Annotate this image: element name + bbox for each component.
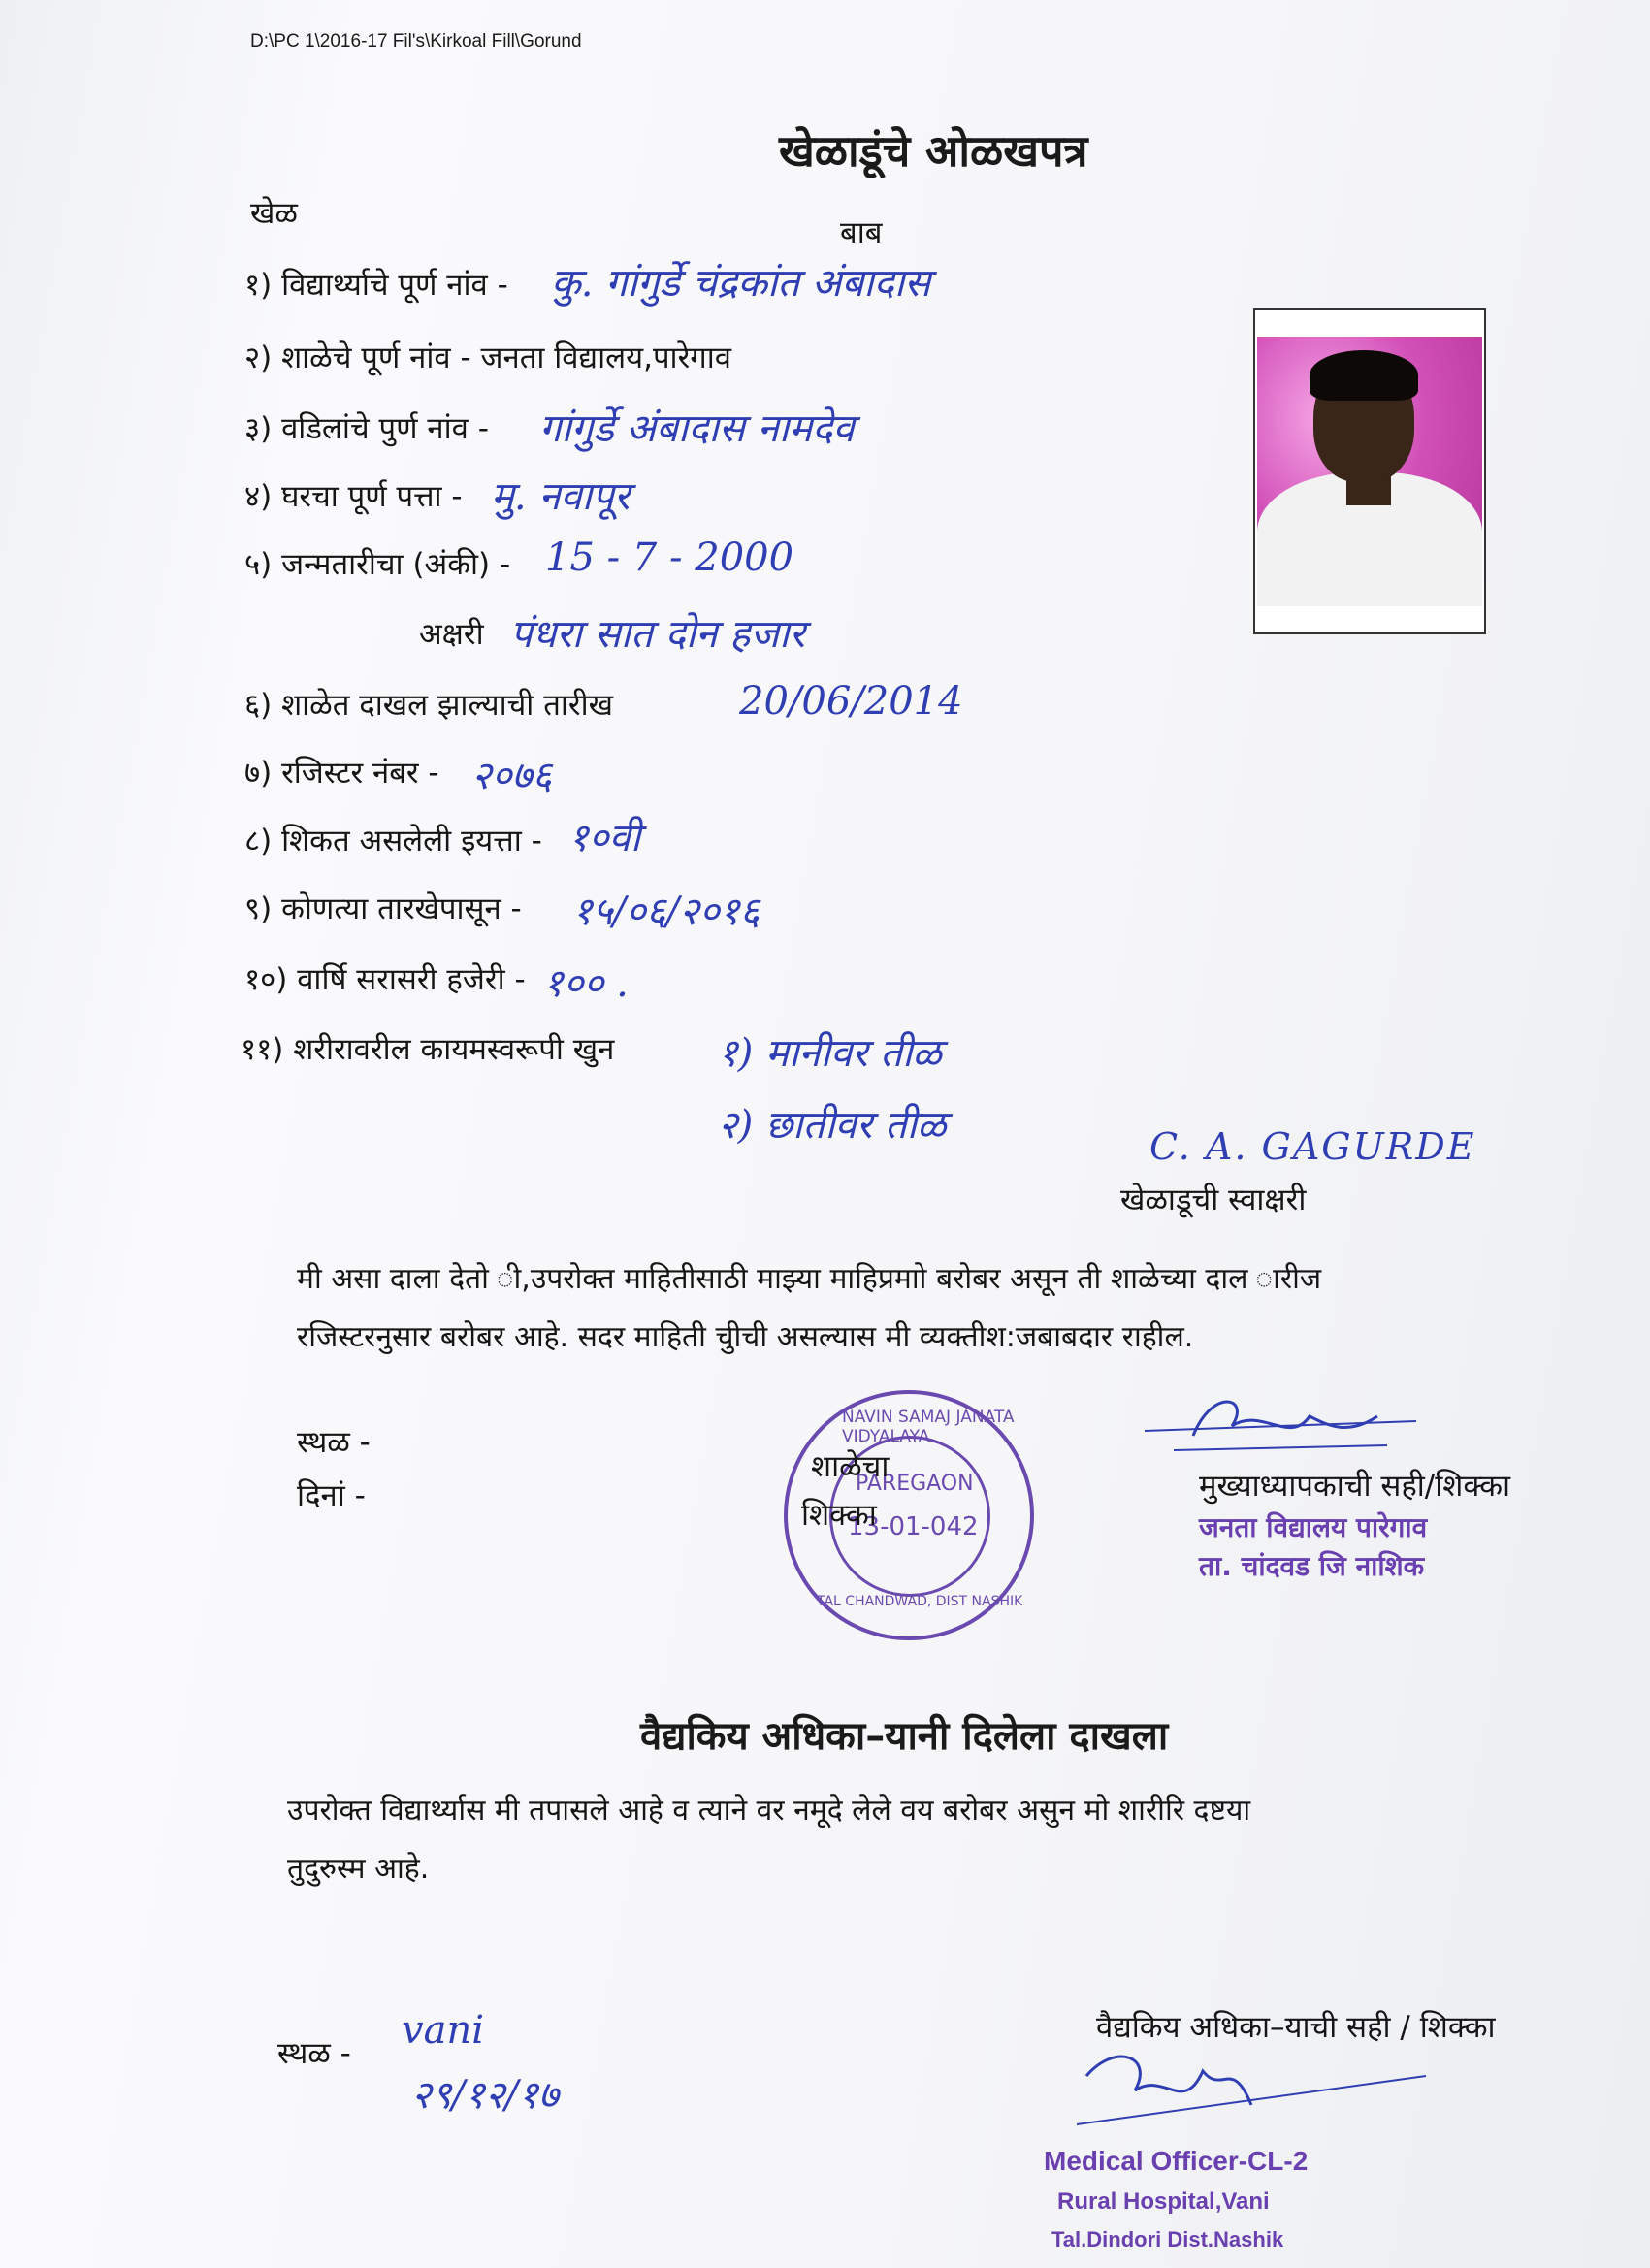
field-value-birth-date-words: पंधरा सात दोन हजार bbox=[510, 612, 805, 657]
medical-officer-signature bbox=[1028, 2037, 1436, 2144]
field-label-birth-date-words: अक्षरी bbox=[419, 617, 484, 652]
declaration-line-2: रजिस्टरनुसार बरोबर आहे. सदर माहिती चुीची असल्यास मी व्यक्तीश:जबाबदार राहील. bbox=[297, 1320, 1194, 1354]
item-label: बाब bbox=[840, 215, 883, 250]
place-label: स्थळ - bbox=[297, 1425, 371, 1460]
field-value-admission-date: 20/06/2014 bbox=[739, 679, 963, 724]
field-label-from-date: ९) कोणत्या तारखेपासून - bbox=[244, 891, 522, 926]
medical-text-line-1: उपरोक्त विद्यार्थ्यास मी तपासले आहे व त्याने वर नमूदे लेले वय बरोबर असुन मो शारीरि दष्टया bbox=[287, 1794, 1251, 1828]
field-label-register-number: ७) रजिस्टर नंबर - bbox=[244, 756, 439, 791]
field-label-address: ४) घरचा पूर्ण पत्ता - bbox=[244, 479, 463, 514]
field-label-standard: ८) शिकत असलेली इयत्ता - bbox=[244, 824, 542, 859]
field-value-father-name: गांगुर्डे अंबादास नामदेव bbox=[539, 406, 855, 451]
stamp-code: 13-01-042 bbox=[848, 1512, 979, 1541]
school-seal-label-1: शाळेचा bbox=[811, 1449, 890, 1484]
field-label-father-name: ३) वडिलांचे पुर्ण नांव - bbox=[244, 411, 489, 446]
field-label-student-name: १) विद्यार्थ्याचे पूर्ण नांव - bbox=[244, 268, 508, 303]
headmaster-label: मुख्याध्यापकाची सही/शिक्का bbox=[1199, 1469, 1511, 1504]
field-value-address: मु. नवापूर bbox=[491, 474, 631, 519]
file-path-header: D:\PC 1\2016-17 Fil's\Kirkoal Fill\Gorund bbox=[250, 31, 582, 51]
field-value-attendance: १०० . bbox=[543, 961, 629, 1006]
field-value-identification-mark-2: २) छातीवर तीळ bbox=[718, 1103, 947, 1148]
student-photo bbox=[1257, 337, 1482, 606]
medical-stamp-line-3: Tal.Dindori Dist.Nashik bbox=[1051, 2227, 1284, 2252]
field-value-register-number: २०७६ bbox=[471, 754, 553, 798]
declaration-line-1: मी असा दाला देतो ी,उपरोक्त माहितीसाठी माझ्या माहिप्रमाो बरोबर असून ती शाळेच्या दाल ारीज bbox=[297, 1262, 1322, 1296]
field-value-birth-date: 15 - 7 - 2000 bbox=[545, 535, 794, 580]
field-label-admission-date: ६) शाळेत दाखल झाल्याची तारीख bbox=[244, 688, 613, 723]
medical-place-value: vani bbox=[402, 2008, 484, 2053]
school-seal-label-2: शिक्का bbox=[801, 1498, 877, 1533]
page-title: खेळाडूंचे ओळखपत्र bbox=[779, 125, 1088, 177]
field-label-birth-date: ५) जन्मतारीचा (अंकी) - bbox=[244, 547, 511, 582]
player-signature-label: खेळाडूची स्वाक्षरी bbox=[1120, 1183, 1307, 1217]
field-label-attendance: १०) वार्षि सरासरी हजेरी - bbox=[244, 962, 526, 997]
field-label-identification-marks: ११) शरीरावरील कायमस्वरूपी खुन bbox=[241, 1032, 615, 1067]
stamp-bottom-text: TAL CHANDWAD, DIST NASHIK bbox=[817, 1594, 1023, 1609]
field-value-identification-mark-1: १) मानीवर तीळ bbox=[718, 1031, 942, 1076]
medical-title: वैद्यकिय अधिका–यानी दिलेला दाखला bbox=[640, 1714, 1169, 1759]
field-value-standard: १०वी bbox=[568, 816, 641, 860]
medical-text-line-2: तुदुरुस्म आहे. bbox=[287, 1852, 430, 1886]
medical-stamp-line-2: Rural Hospital,Vani bbox=[1057, 2188, 1270, 2215]
medical-place-label: स्थळ - bbox=[277, 2036, 351, 2071]
headmaster-stamp-line-2: ता. चांदवड जि नाशिक bbox=[1199, 1550, 1425, 1582]
medical-sign-label: वैद्यकिय अधिका–याची सही / शिक्का bbox=[1096, 2010, 1496, 2045]
date-label: दिनां - bbox=[297, 1478, 366, 1513]
headmaster-signature bbox=[1135, 1377, 1426, 1465]
medical-date-value: २९/१२/१७ bbox=[411, 2073, 559, 2118]
headmaster-stamp-line-1: जनता विद्यालय पारेगाव bbox=[1199, 1511, 1428, 1543]
field-label-school-name: २) शाळेचे पूर्ण नांव - जनता विद्यालय,पारेगाव bbox=[244, 340, 731, 375]
field-value-student-name: कु. गांगुर्डे चंद्रकांत अंबादास bbox=[551, 261, 931, 306]
player-signature: C. A. GAGURDE bbox=[1149, 1125, 1476, 1168]
field-value-from-date: १५/०६/२०१६ bbox=[572, 890, 760, 934]
stamp-town: PAREGAON bbox=[856, 1472, 974, 1496]
stamp-outer-text: NAVIN SAMAJ JANATA VIDYALAYA bbox=[842, 1408, 1015, 1446]
medical-stamp-line-1: Medical Officer-CL-2 bbox=[1044, 2146, 1309, 2176]
sport-label: खेळ bbox=[250, 196, 298, 231]
